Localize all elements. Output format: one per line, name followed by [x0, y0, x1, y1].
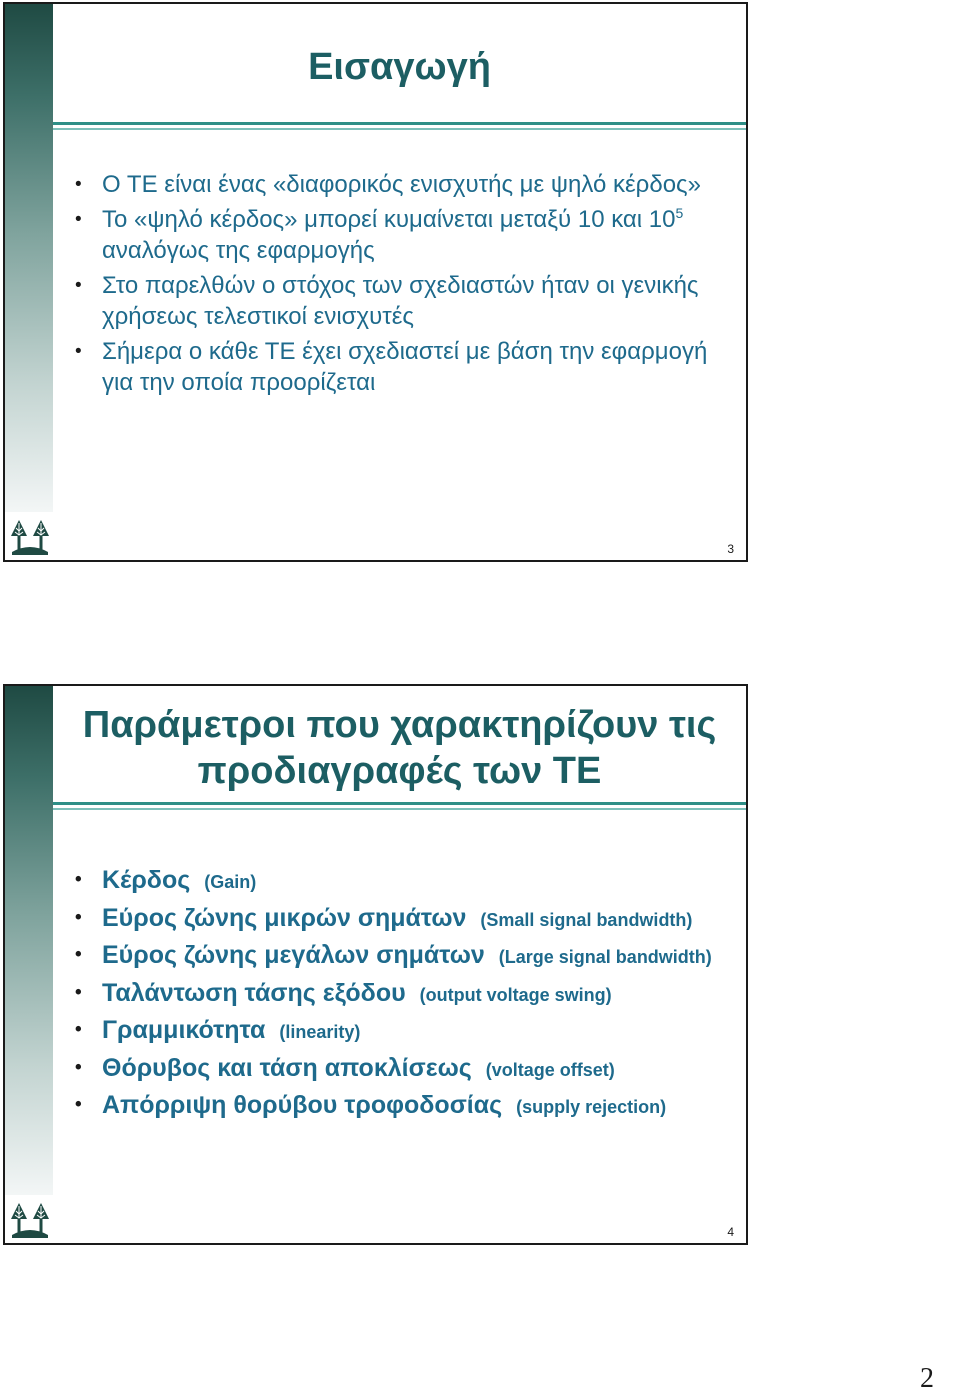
bullet-text: Εύρος ζώνης μεγάλων σημάτων: [102, 941, 485, 969]
title-rule-thin: [53, 128, 746, 130]
bullet-text: Σήμερα ο κάθε ΤΕ έχει σχεδιαστεί με βάση την εφαρμογή για την οποία προορίζεται: [102, 338, 708, 396]
bullet-text: Εύρος ζώνης μικρών σημάτων: [102, 903, 467, 932]
slide-number: 3: [727, 542, 734, 556]
bullet-item: [75, 1052, 726, 1086]
superscript: 5: [675, 205, 684, 221]
slide-title: Εισαγωγή: [308, 46, 491, 88]
bullet-item: [75, 204, 726, 266]
slide-3: [3, 2, 748, 562]
bullet-item: [75, 902, 726, 936]
english-term: (Small signal bandwidth): [480, 909, 693, 930]
title-rule: [53, 122, 746, 125]
bullet-item: [75, 977, 726, 1011]
bullet-text: Θόρυβος και τάση αποκλίσεως: [102, 1053, 472, 1082]
bullet-list: [75, 169, 726, 402]
english-term: (supply rejection): [516, 1097, 667, 1117]
slide-title: Παράμετροι που χαρακτηρίζουν τις προδιαγραφές των ΤΕ: [82, 704, 717, 792]
bullet-item: [75, 939, 726, 973]
bullet-text: Απόρριψη θορύβου τροφοδοσίας: [102, 1091, 503, 1119]
bullet-text: Στο παρελθών ο στόχος των σχεδιαστών ήταν οι γενικής χρήσεως τελεστικοί ενισχυτές: [102, 272, 699, 330]
bullet-item: [75, 270, 726, 332]
bullet-item: [75, 336, 726, 398]
bullet-text: Κέρδος: [102, 866, 191, 894]
title-rule-thin: [53, 808, 746, 810]
english-term: (output voltage swing): [419, 984, 612, 1005]
university-logo-icon: [8, 1197, 52, 1241]
english-term: (Gain): [204, 872, 257, 892]
bullet-item: [75, 1014, 726, 1048]
bullet-item: [75, 1089, 726, 1123]
bullet-item: [75, 864, 726, 898]
english-term: (voltage offset): [485, 1059, 615, 1080]
bullet-text: Το «ψηλό κέρδος» μπορεί κυμαίνεται μεταξύ 10 και 10: [102, 206, 676, 233]
page-number: 2: [920, 1363, 934, 1394]
bullet-text: Ταλάντωση τάσης εξόδου: [102, 978, 406, 1007]
title-rule: [53, 802, 746, 805]
university-logo-icon: [8, 514, 52, 558]
bullet-text: αναλόγως της εφαρμογής: [102, 237, 375, 264]
slide-side-bar: [5, 686, 53, 1195]
slide-4: [3, 684, 748, 1245]
english-term: (linearity): [279, 1022, 361, 1042]
bullet-item: [75, 169, 726, 200]
slide-side-bar: [5, 4, 53, 512]
bullet-text: Ο ΤΕ είναι ένας «διαφορικός ενισχυτής με ψηλό κέρδος»: [102, 171, 701, 198]
bullet-text: Γραμμικότητα: [102, 1016, 266, 1044]
bullet-list: [75, 864, 726, 1127]
slide-number: 4: [727, 1225, 734, 1239]
english-term: (Large signal bandwidth): [498, 947, 712, 967]
